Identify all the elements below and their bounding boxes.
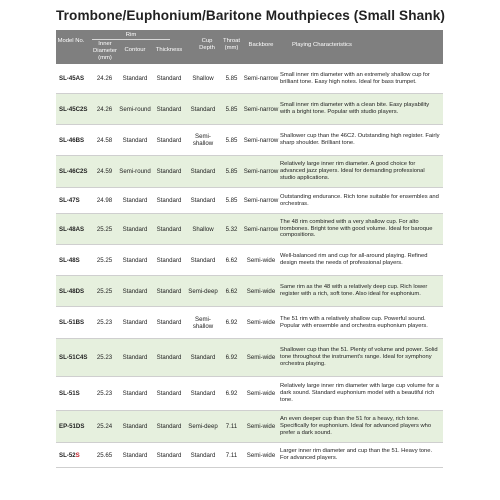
table-row: [56, 94, 443, 125]
thickness: Standard: [156, 168, 182, 175]
throat: 7.11: [225, 423, 238, 430]
inner-diameter: 24.58: [96, 136, 113, 144]
model-number: SL-51S: [59, 390, 80, 397]
backbore: Semi-wide: [246, 287, 276, 295]
contour: Standard: [122, 225, 148, 233]
thickness: Standard: [156, 354, 182, 361]
throat: 5.85: [225, 168, 238, 175]
header-backbore: Backbore: [248, 42, 274, 48]
thickness: Standard: [156, 390, 182, 397]
characteristics: Relatively large inner rim diameter. A good choice for advanced jazz players. Ideal for demanding professional studio applications.: [280, 161, 425, 181]
backbore: Semi-wide: [246, 423, 276, 430]
table-header: [56, 30, 443, 64]
page-title: Trombone/Euphonium/Baritone Mouthpieces (Small Shank): [56, 8, 445, 23]
cup-depth: Semi-shallow: [192, 133, 214, 147]
backbore: Semi-wide: [246, 256, 276, 264]
header-inner-diameter: Inner Diameter (mm): [93, 41, 117, 61]
thickness: Standard: [156, 423, 182, 430]
backbore: Semi-wide: [246, 354, 276, 361]
model-suffix: S: [75, 451, 80, 459]
thickness: Standard: [156, 256, 182, 264]
model-number: SL-48DS: [59, 287, 85, 295]
model-number: SL-46C2S: [59, 168, 88, 175]
contour: Standard: [122, 423, 148, 430]
mouthpiece-table: [56, 30, 443, 468]
contour: Semi-round: [119, 168, 151, 175]
inner-diameter: 25.24: [96, 423, 113, 430]
table-row: [56, 307, 443, 339]
inner-diameter: 25.25: [96, 287, 113, 295]
table-row: [56, 443, 443, 468]
table-row: [56, 411, 443, 443]
contour: Standard: [122, 354, 148, 361]
inner-diameter: 24.26: [96, 75, 113, 82]
cup-depth: Shallow: [192, 75, 214, 82]
model-number: SL-46BS: [59, 136, 85, 144]
header-rim: Rim: [125, 32, 137, 38]
table-row: [56, 156, 443, 188]
model-number: [56, 452, 91, 459]
table-row: [56, 245, 443, 276]
cup-depth: Standard: [190, 105, 216, 113]
throat: 5.85: [225, 136, 238, 144]
header-contour: Contour: [124, 47, 146, 53]
backbore: Semi-wide: [246, 319, 276, 326]
contour: Semi-round: [119, 105, 151, 113]
characteristics: Small inner rim diameter with a clean bite. Easy playability with a bright tone. Popular with studio players.: [280, 102, 430, 115]
contour: Standard: [122, 75, 148, 82]
model-number: SL-47S: [59, 197, 80, 204]
throat: 5.85: [225, 105, 238, 113]
backbore: Semi-wide: [246, 390, 276, 397]
cup-depth: Semi-shallow: [192, 315, 214, 330]
thickness: Standard: [156, 105, 182, 113]
table-row: [56, 377, 443, 411]
backbore: Semi-narrow: [243, 197, 279, 204]
contour: Standard: [122, 390, 148, 397]
table-row: [56, 214, 443, 245]
inner-diameter: 25.23: [96, 390, 113, 397]
throat: 6.62: [225, 287, 238, 295]
thickness: Standard: [156, 451, 182, 459]
contour: Standard: [122, 451, 148, 459]
model-number: EP-51DS: [59, 423, 85, 430]
cup-depth: Standard: [190, 168, 216, 175]
thickness: Standard: [156, 319, 182, 326]
model-prefix: SL-52: [59, 451, 76, 459]
thickness: Standard: [156, 197, 182, 204]
header-model: Model No.: [57, 38, 85, 44]
thickness: Standard: [156, 136, 182, 144]
table-row: [56, 125, 443, 156]
backbore: Semi-narrow: [243, 168, 279, 175]
contour: Standard: [122, 197, 148, 204]
throat: 6.92: [225, 354, 238, 361]
throat: 7.11: [225, 451, 238, 459]
characteristics: An even deeper cup than the 51 for a heavy, rich tone. Specifically for euphonium. Ideal for advanced players who prefer a dark sound.: [280, 416, 432, 436]
inner-diameter: 25.25: [96, 225, 113, 233]
model-number: SL-51BS: [59, 319, 85, 326]
inner-diameter: 24.26: [96, 105, 113, 113]
throat: 5.85: [225, 197, 238, 204]
inner-diameter: 25.65: [96, 451, 113, 459]
thickness: Standard: [156, 75, 182, 82]
cup-depth: Standard: [190, 197, 216, 204]
cup-depth: Standard: [190, 256, 216, 264]
inner-diameter: 25.23: [96, 319, 113, 326]
characteristics: Larger inner rim diameter and cup than the 51. Heavy tone. For advanced players.: [280, 448, 433, 461]
throat: 5.85: [225, 75, 238, 82]
contour: Standard: [122, 256, 148, 264]
model-number: SL-48S: [59, 256, 80, 264]
contour: Standard: [122, 287, 148, 295]
model-number: SL-45C2S: [59, 105, 88, 113]
cup-depth: Semi-deep: [188, 423, 218, 430]
model-number: SL-48AS: [59, 225, 85, 233]
table-row: [56, 339, 443, 377]
inner-diameter: 25.23: [96, 354, 113, 361]
header-throat: Throat (mm): [222, 38, 241, 51]
characteristics: Same rim as the 48 with a relatively deep cup. Rich lower register with a rich, soft tone. Also ideal for euphonium.: [280, 284, 428, 297]
inner-diameter: 24.59: [96, 168, 113, 175]
characteristics: Outstanding endurance. Rich tone suitable for ensembles and orchestras.: [280, 193, 439, 207]
table-row: [56, 64, 443, 94]
throat: 5.32: [225, 225, 238, 233]
header-cup-depth: Cup Depth: [199, 38, 215, 51]
model-number: SL-51C4S: [59, 354, 88, 361]
rim-divider: [92, 39, 170, 40]
backbore: Semi-wide: [246, 451, 276, 459]
backbore: Semi-narrow: [243, 225, 279, 233]
characteristics: Well-balanced rim and cup for all-around playing. Refined design meets the needs of professional players.: [280, 253, 428, 266]
throat: 6.92: [225, 390, 238, 397]
table-row: [56, 188, 443, 214]
characteristics: The 51 rim with a relatively shallow cup. Powerful sound. Popular with ensemble and orchestra euphonium players.: [280, 315, 428, 329]
contour: Standard: [122, 136, 148, 144]
inner-diameter: 25.25: [96, 256, 113, 264]
header-thickness: Thickness: [155, 47, 183, 53]
model-number: SL-45AS: [59, 75, 85, 82]
thickness: Standard: [156, 225, 182, 233]
inner-diameter: 24.98: [96, 197, 113, 204]
throat: 6.92: [225, 319, 238, 326]
table-row: [56, 276, 443, 307]
cup-depth: Shallow: [192, 225, 214, 233]
thickness: Standard: [156, 287, 182, 295]
characteristics: Relatively large inner rim diameter with large cup volume for a dark sound. Standard euphonium model with a beautiful rich tone.: [280, 383, 439, 403]
header-characteristics: Playing Characteristics: [292, 42, 352, 48]
cup-depth: Standard: [190, 451, 216, 459]
cup-depth: Semi-deep: [188, 287, 218, 295]
backbore: Semi-narrow: [243, 75, 279, 82]
contour: Standard: [122, 319, 148, 326]
cup-depth: Standard: [190, 354, 216, 361]
characteristics: Shallower cup than the 51. Plenty of volume and power. Solid tone throughout the instrument's range. Ideal for symphony orchestra playing.: [280, 347, 438, 367]
characteristics: The 48 rim combined with a very shallow cup. For alto trombones. Bright tone with good volume. Ideal for baroque compositions.: [280, 218, 433, 239]
characteristics: Shallower cup than the 46C2. Outstanding high register. Fairly sharp shoulder. Brilliant tone.: [280, 133, 440, 146]
throat: 6.62: [225, 256, 238, 264]
backbore: Semi-narrow: [243, 136, 279, 144]
cup-depth: Standard: [190, 390, 216, 397]
characteristics: Small inner rim diameter with an extremely shallow cup for brilliant tone. Easy high notes. Ideal for bass trumpet.: [280, 71, 430, 85]
backbore: Semi-narrow: [243, 105, 279, 113]
